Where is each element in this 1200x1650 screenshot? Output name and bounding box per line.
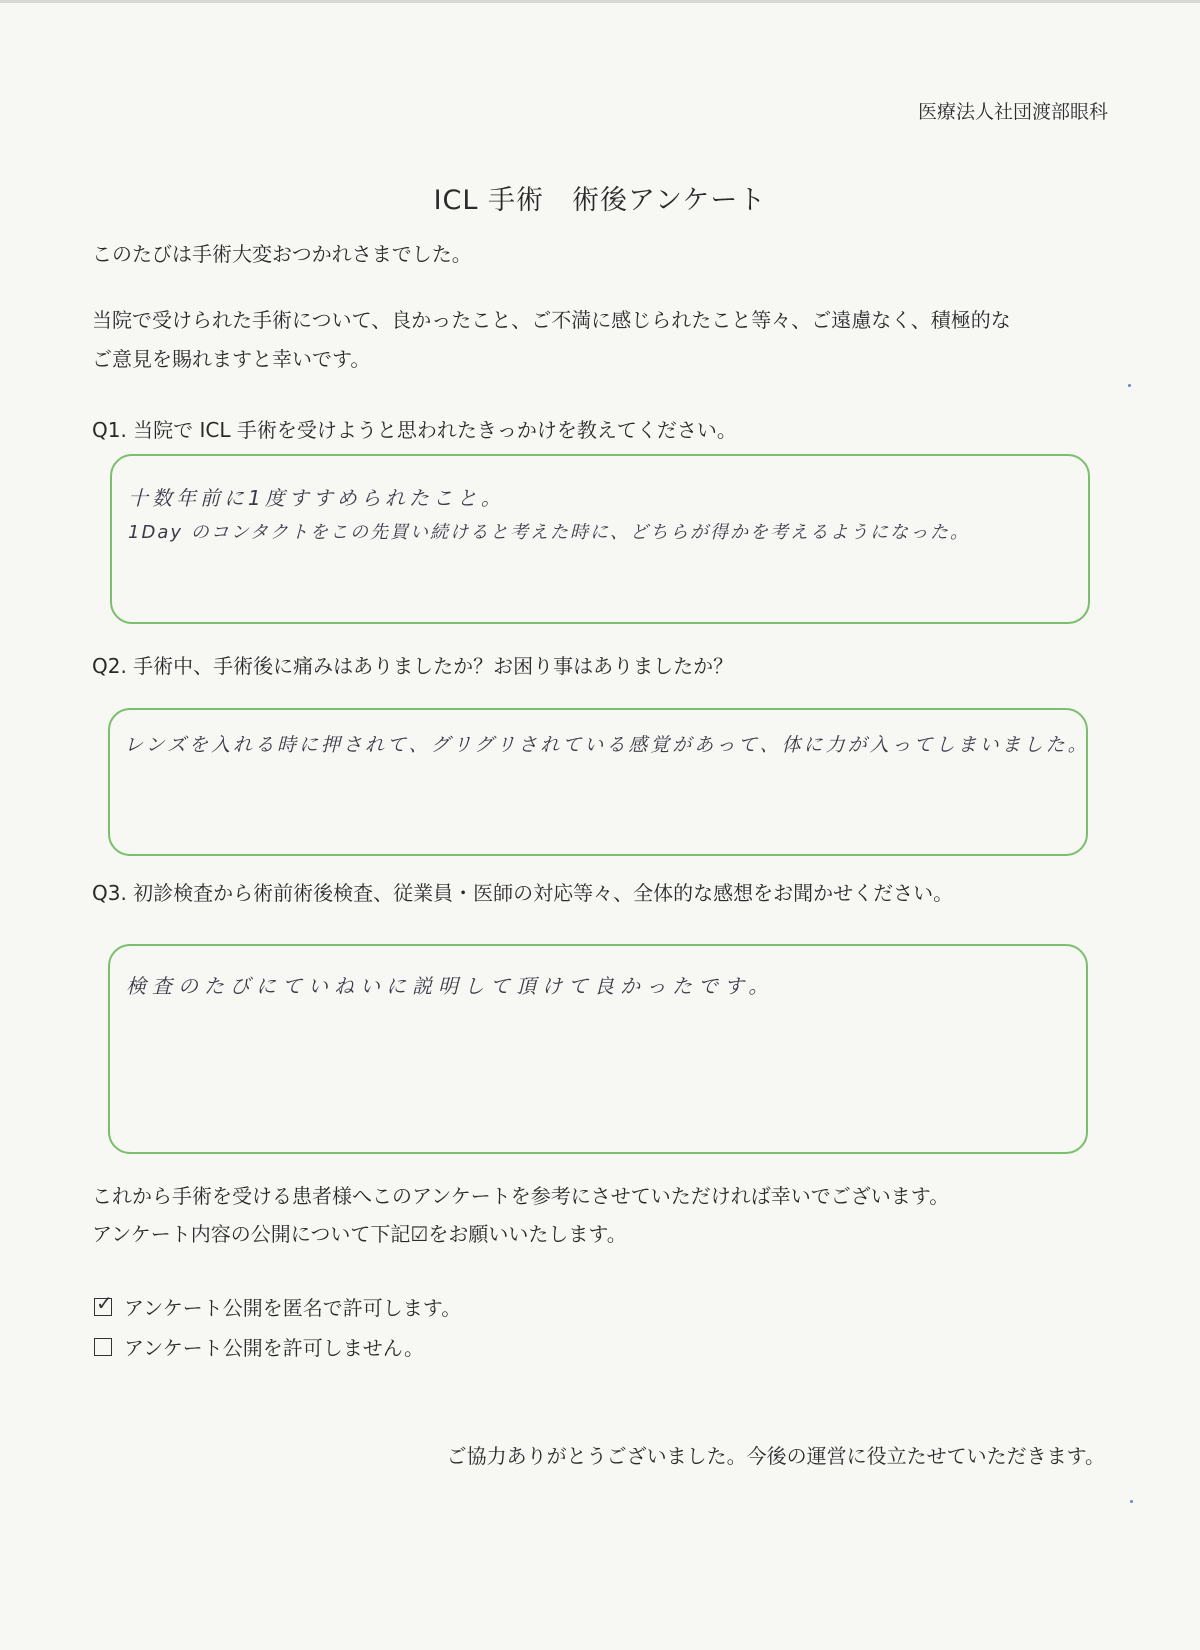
question-1-answer-line-1: 十数年前に1度すすめられたこと。 <box>128 486 505 510</box>
closing-line-1: これから手術を受ける患者様へこのアンケートを参考にさせていただければ幸いでございます。 <box>92 1184 950 1208</box>
question-1-answer-line-2: 1Day のコンタクトをこの先買い続けると考えた時に、どちらが得かを考えるようになった。 <box>128 522 970 543</box>
question-2-answer-line-1: レンズを入れる時に押されて、グリグリされている感覚があって、体に力が入ってしまいました。 <box>124 734 1090 756</box>
question-2-label: Q2. 手術中、手術後に痛みはありましたか？お困り事はありましたか？ <box>92 654 734 678</box>
question-1-label: Q1. 当院で ICL 手術を受けようと思われたきっかけを教えてください。 <box>92 418 737 442</box>
checkbox-unchecked-icon[interactable] <box>94 1338 112 1356</box>
intro-line-2: ご意見を賜れますと幸いです。 <box>92 347 371 371</box>
intro-line-1: 当院で受けられた手術について、良かったこと、ご不満に感じられたこと等々、ご遠慮なく、積極的な <box>92 308 1011 332</box>
option-deny[interactable] <box>94 1332 424 1361</box>
scan-speck <box>1128 384 1131 387</box>
option-anonymous-allow[interactable] <box>94 1292 461 1321</box>
page-title: ICL 手術 術後アンケート <box>433 185 767 216</box>
checkbox-checked-icon[interactable]: ✓ <box>96 1290 113 1315</box>
scan-speck <box>1130 1500 1133 1503</box>
question-3-answer-box[interactable] <box>108 944 1088 1154</box>
option-deny-label: アンケート公開を許可しません。 <box>124 1336 424 1360</box>
question-1-answer-box[interactable] <box>110 454 1090 624</box>
clinic-name: 医療法人社団渡部眼科 <box>917 101 1108 123</box>
question-3-answer-line-1: 検査のたびにていねいに説明して頂けて良かったです。 <box>126 974 775 998</box>
question-3-label: Q3. 初診検査から術前術後検査、従業員・医師の対応等々、全体的な感想をお聞かせください。 <box>92 881 954 905</box>
thanks-message: ご協力ありがとうございました。今後の運営に役立たせていただきます。 <box>446 1444 1105 1468</box>
question-2-answer-box[interactable] <box>108 708 1088 856</box>
closing-line-2: アンケート内容の公開について下記☑をお願いいたします。 <box>92 1222 627 1246</box>
option-anonymous-allow-label: アンケート公開を匿名で許可します。 <box>124 1296 462 1320</box>
scan-edge <box>0 0 1200 3</box>
greeting-text: このたびは手術大変おつかれさまでした。 <box>92 242 472 266</box>
